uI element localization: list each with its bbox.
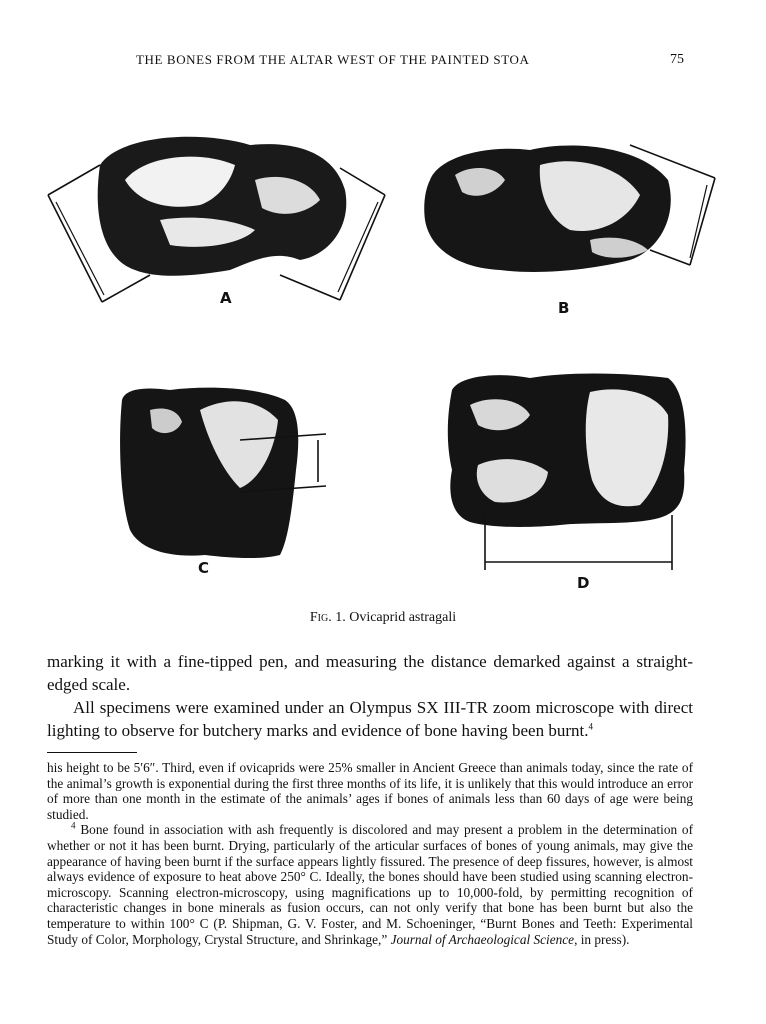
running-head-title: THE BONES FROM THE ALTAR WEST OF THE PAINTED STOA	[136, 52, 530, 67]
footnote-4-tail: , in press).	[574, 931, 630, 947]
running-head	[0, 52, 766, 72]
specimen-d	[448, 374, 686, 593]
label-a: A	[220, 289, 232, 307]
footnote-4-journal: Journal of Archaeological Science	[390, 931, 575, 947]
caption-label: Fig. 1.	[309, 610, 346, 625]
footnote-rule	[47, 752, 137, 753]
specimen-c	[120, 388, 326, 577]
footnote-4	[47, 822, 693, 947]
specimen-a	[48, 137, 385, 307]
label-d: D	[577, 574, 590, 592]
caption-text: Ovicaprid astragali	[349, 610, 457, 625]
footnote-4-number: 4	[71, 820, 76, 831]
footnote-4-text: Bone found in association with ash frequently is discolored and may present a problem in the determination of whether or not it has been burnt. Drying, particularly of the articular surfaces of bones of young animals, may give the appearance of having been burnt if the surface appears lightly fissured. The presence of deep fissures, however, is almost always evidence of exposure to heat above 250° C. Ideally, the bones should have been studied using scanning electron-microscopy. Scanning electron-microscopy, using magnifications up to 10,000-fold, by permitting recognition of characteristic changes in bone minerals as fusion occurs, can not only verify that bone has been burnt but also the temperature to within 100° C (P. Shipman, G. V. Foster, and M. Schoeninger, “Burnt Bones and Teeth: Experimental Study of Color, Morphology, Crystal Structure, and Shrinkage,”	[47, 822, 693, 947]
figure-drawing	[0, 110, 766, 600]
paragraph-2	[47, 696, 693, 742]
footnote-continued: his height to be 5′6″. Third, even if ovicaprids were 25% smaller in Ancient Greece than animals today, since the rate of the animal’s growth is exponential during the first three months of its life, it is unlikely that this would introduce an error of more than one month in the estimate of the animals’ ages if bones of animals less than 60 days of age were being studied.	[47, 760, 693, 822]
paragraph-1: marking it with a fine-tipped pen, and measuring the distance demarked against a straight-edged scale.	[47, 652, 693, 694]
body-text	[47, 650, 693, 742]
specimen-b	[424, 145, 715, 317]
footnotes	[47, 760, 693, 947]
paragraph-2-text: All specimens were examined under an Olympus SX III-TR zoom microscope with direct lighting to observe for butchery marks and evidence of bone having been burnt.	[47, 698, 693, 740]
figure-astragali	[0, 110, 766, 600]
footnote-ref-4: 4	[588, 721, 593, 732]
label-b: B	[558, 299, 570, 317]
figure-caption	[0, 610, 766, 626]
label-c: C	[198, 559, 210, 577]
page-number: 75	[670, 52, 684, 67]
